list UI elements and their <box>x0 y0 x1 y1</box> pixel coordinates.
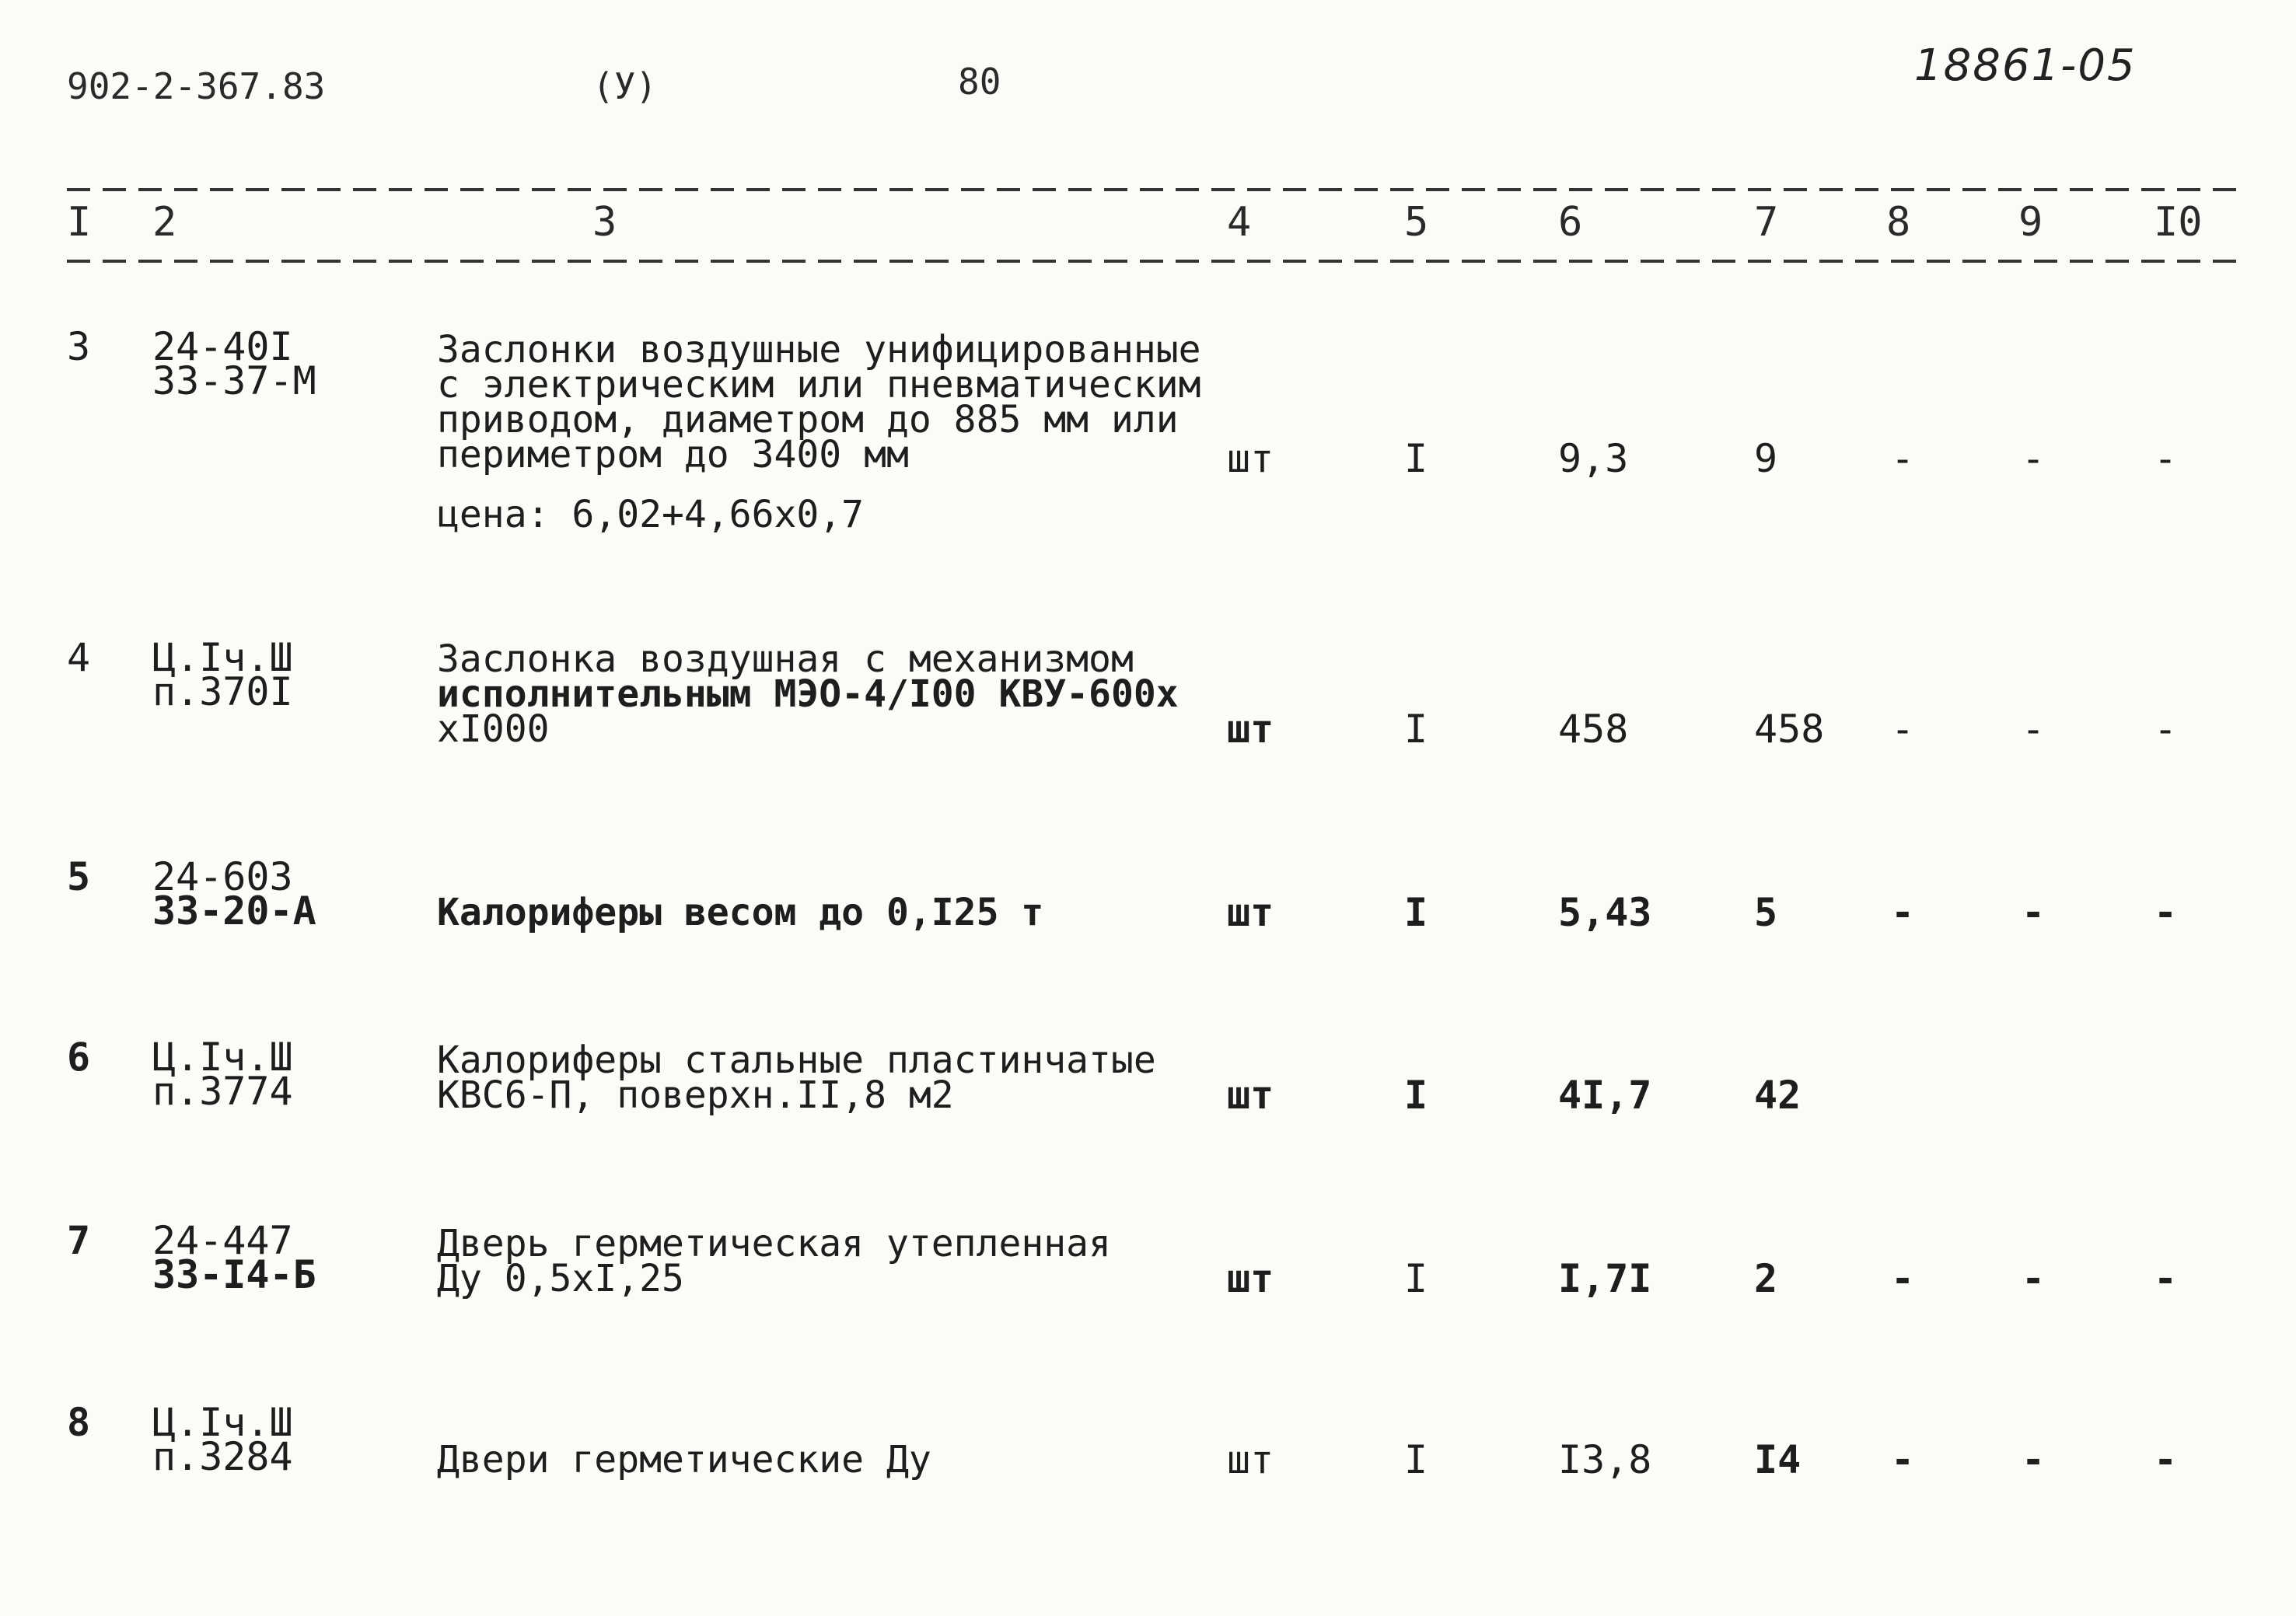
col-header-6: 6 <box>1558 199 1583 246</box>
row-qty: I <box>1404 436 1428 481</box>
doc-code: 902-2-367.83 <box>67 65 326 107</box>
row-col8: - <box>1891 436 1915 481</box>
row-description-line: Заслонка воздушная с механизмом <box>437 637 1134 681</box>
row-number: 4 <box>67 635 91 680</box>
row-qty: I <box>1404 1256 1428 1301</box>
row-description-line: периметром до 3400 мм <box>437 433 909 476</box>
row-unit: шт <box>1227 1256 1274 1301</box>
col-header-4: 4 <box>1227 199 1252 246</box>
row-qty: I <box>1404 890 1428 935</box>
row-col6: I,7I <box>1558 1256 1652 1301</box>
row-description-line: приводом, диаметром до 885 мм или <box>437 398 1179 442</box>
row-description-line: хI000 <box>437 707 550 751</box>
row-col9: - <box>2022 436 2046 481</box>
row-col10: - <box>2154 436 2178 481</box>
col-header-5: 5 <box>1404 199 1429 246</box>
row-qty: I <box>1404 1437 1428 1482</box>
row-description-line: КВС6-П, поверхн.II,8 м2 <box>437 1073 954 1117</box>
row-description-line: Калориферы стальные пластинчатые <box>437 1038 1156 1082</box>
row-qty: I <box>1404 707 1428 752</box>
row-col7: 458 <box>1754 707 1825 752</box>
row-unit: шт <box>1227 436 1274 481</box>
row-col8: - <box>1891 1256 1915 1301</box>
row-col6: 4I,7 <box>1558 1073 1652 1118</box>
row-col7: 9 <box>1754 436 1778 481</box>
row-col6: 9,3 <box>1558 436 1629 481</box>
row-code-secondary: п.3284 <box>152 1434 293 1479</box>
row-number: 7 <box>67 1218 91 1263</box>
table-header-rule <box>67 260 2244 263</box>
row-description-line: Дверь герметическая утепленная <box>437 1222 1111 1265</box>
col-header-3: 3 <box>592 199 617 246</box>
row-col10: - <box>2154 1256 2178 1301</box>
handwritten-ref: 18861-05 <box>1914 40 2137 91</box>
row-col6: 5,43 <box>1558 890 1652 935</box>
row-code-primary: 24-603 <box>152 854 293 899</box>
table-top-rule <box>67 188 2244 191</box>
row-code-primary: Ц.Iч.Ш <box>152 1400 293 1445</box>
row-col9: - <box>2022 1256 2046 1301</box>
col-header-9: 9 <box>2018 199 2043 246</box>
row-number: 8 <box>67 1400 91 1445</box>
row-col9: - <box>2022 707 2046 752</box>
row-col7: I4 <box>1754 1437 1802 1482</box>
row-price-note: цена: 6,02+4,66х0,7 <box>437 493 865 536</box>
row-description-line: исполнительным МЭО-4/I00 КВУ-600х <box>437 672 1179 716</box>
row-col10: - <box>2154 1437 2178 1482</box>
row-unit: шт <box>1227 890 1274 935</box>
row-code-primary: 24-40I <box>152 324 293 369</box>
row-col7: 5 <box>1754 890 1778 935</box>
page-number: 80 <box>958 61 1001 103</box>
row-number: 6 <box>67 1035 91 1080</box>
col-header-1: I <box>67 199 92 246</box>
row-col10: - <box>2154 707 2178 752</box>
col-header-10: I0 <box>2154 199 2203 246</box>
col-header-7: 7 <box>1754 199 1779 246</box>
row-code-secondary: п.370I <box>152 669 293 714</box>
row-code-primary: Ц.Iч.Ш <box>152 1035 293 1080</box>
row-unit: шт <box>1227 1437 1274 1482</box>
row-col7: 2 <box>1754 1256 1778 1301</box>
doc-mark: (У) <box>592 65 658 107</box>
row-code-secondary: 33-I4-Б <box>152 1252 316 1297</box>
col-header-2: 2 <box>152 199 177 246</box>
row-code-secondary: п.3774 <box>152 1069 293 1114</box>
row-description-line: с электрическим или пневматическим <box>437 363 1201 407</box>
row-code-primary: Ц.Iч.Ш <box>152 635 293 680</box>
col-header-8: 8 <box>1886 199 1911 246</box>
row-col9: - <box>2022 1437 2046 1482</box>
row-number: 5 <box>67 854 91 899</box>
row-unit: шт <box>1227 1073 1274 1118</box>
row-code-secondary: 33-37-М <box>152 358 316 403</box>
row-description-line: Ду 0,5хI,25 <box>437 1257 684 1300</box>
row-col8: - <box>1891 890 1915 935</box>
row-qty: I <box>1404 1073 1428 1118</box>
row-number: 3 <box>67 324 91 369</box>
row-description-line: Заслонки воздушные унифицированные <box>437 328 1201 372</box>
row-col9: - <box>2022 890 2046 935</box>
row-description-line: Двери герметические Ду <box>437 1438 931 1482</box>
row-unit: шт <box>1227 707 1274 752</box>
row-col6: I3,8 <box>1558 1437 1652 1482</box>
row-col8: - <box>1891 1437 1915 1482</box>
row-col6: 458 <box>1558 707 1629 752</box>
row-col8: - <box>1891 707 1915 752</box>
row-code-secondary: 33-20-А <box>152 888 316 934</box>
row-col7: 42 <box>1754 1073 1802 1118</box>
row-col10: - <box>2154 890 2178 935</box>
row-code-primary: 24-447 <box>152 1218 293 1263</box>
row-description-line: Калориферы весом до 0,I25 т <box>437 891 1044 934</box>
